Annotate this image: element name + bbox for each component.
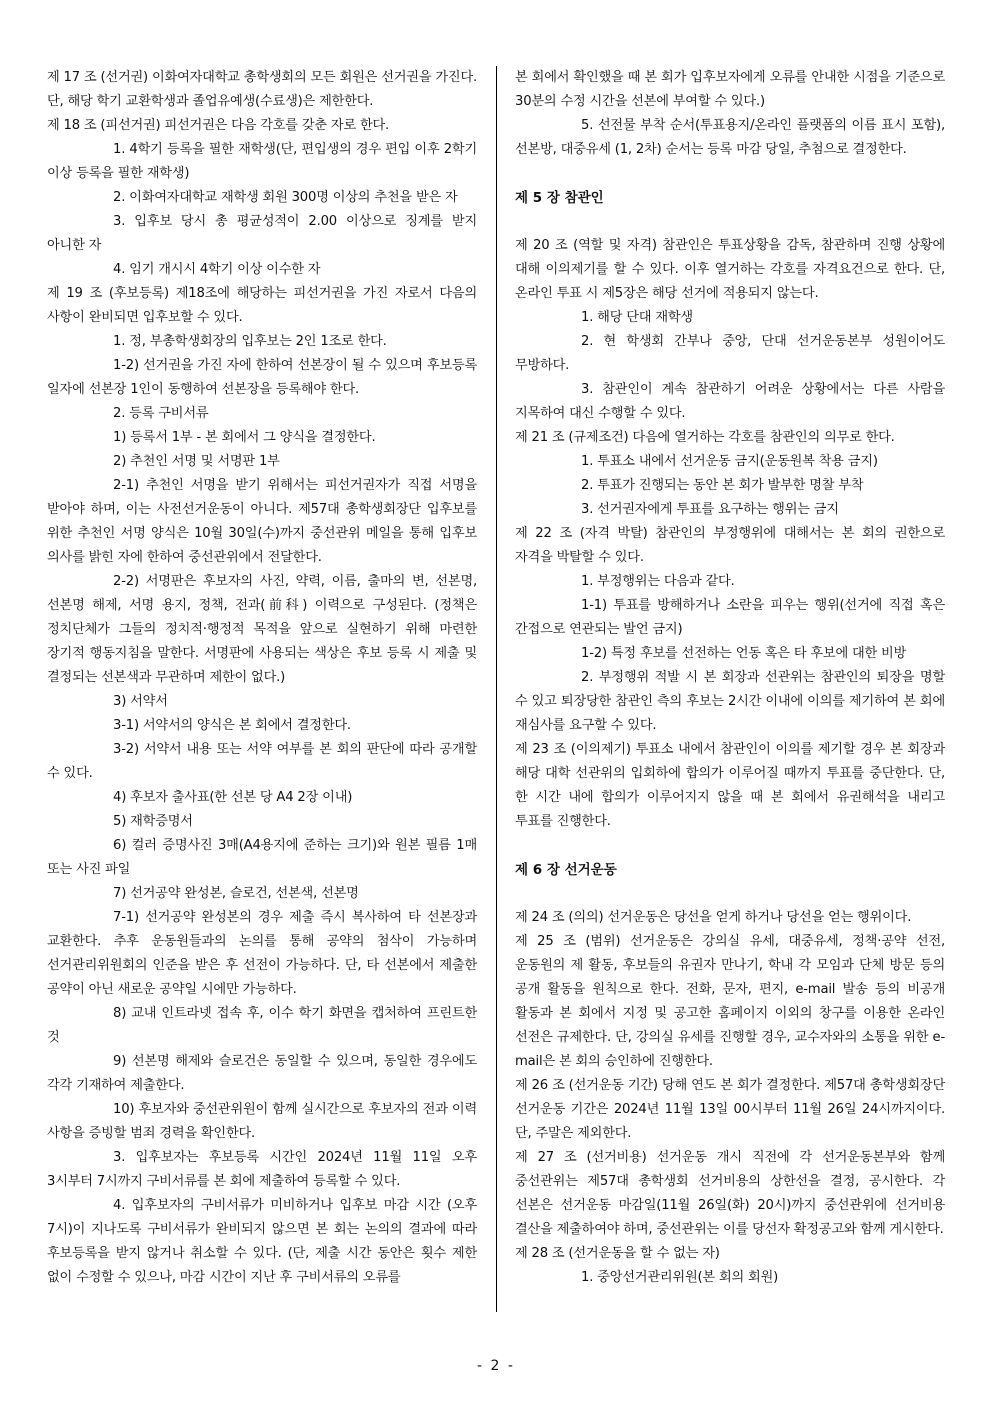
list-item: 1. 정, 부총학생회장의 입후보는 2인 1조로 한다. [113, 334, 387, 349]
list-item: 5) 재학증명서 [113, 814, 193, 829]
left-column [47, 66, 477, 1290]
list-item: 1-1) 투표를 방해하거나 소란을 피우는 행위(선거에 직접 혹은 간접으로 연관되는 발언 금지) [515, 598, 945, 637]
list-item: 2. 투표가 진행되는 동안 본 회가 발부한 명찰 부착 [581, 478, 864, 493]
page-number: - 2 - [477, 1358, 515, 1374]
list-item: 4. 임기 개시시 4학기 이상 이수한 자 [113, 262, 321, 277]
article-19: 제 19 조 (후보등록) 제18조에 해당하는 피선거권을 가진 자로서 다음의 사항이 완비되면 입후보할 수 있다. [47, 286, 477, 325]
article-27: 제 27 조 (선거비용) 선거운동 개시 직전에 각 선거운동본부와 함께 중선관위는 제57대 총학생회 선거비용의 상한선을 결정, 공시한다. 각 선본은 선거운동 마감일(11월 26일(화) 20시)까지 중선관위에 선거비용 결산을 제출하여야 하며, 중선관위는 이를 당선자 확정공고와 함께 게시한다. [515, 1150, 945, 1237]
article-18: 제 18 조 (피선거권) 피선거권은 다음 각호를 갖춘 자로 한다. [47, 118, 390, 133]
list-item: 1-2) 선거권을 가진 자에 한하여 선본장이 될 수 있으며 후보등록 일자에 선본장 1인이 동행하여 선본장을 등록해야 한다. [47, 358, 477, 397]
article-19-continued: 본 회에서 확인했을 때 본 회가 입후보자에게 오류를 안내한 시점을 기준으로 30분의 수정 시간을 선본에 부여할 수 있다.) [515, 70, 945, 109]
article-22: 제 22 조 (자격 박탈) 참관인의 부정행위에 대해서는 본 회의 권한으로 자격을 박탈할 수 있다. [515, 526, 945, 565]
list-item: 2. 이화여자대학교 재학생 회원 300명 이상의 추천을 받은 자 [113, 190, 458, 205]
list-item: 10) 후보자와 중선관위원이 함께 실시간으로 후보자의 전과 이력 사항을 증빙할 범죄 경력을 확인한다. [47, 1102, 477, 1141]
list-item: 3) 서약서 [113, 694, 168, 709]
list-item: 1) 등록서 1부 - 본 회에서 그 양식을 결정한다. [113, 430, 376, 445]
list-item: 3. 참관인이 계속 참관하기 어려운 상황에서는 다른 사람을 지목하여 대신 수행할 수 있다. [515, 382, 945, 421]
right-column [515, 66, 945, 1290]
column-divider [496, 66, 497, 1312]
chapter-5-heading: 제 5 장 참관인 [515, 190, 604, 206]
list-item: 7) 선거공약 완성본, 슬로건, 선본색, 선본명 [113, 886, 359, 901]
list-item: 2-1) 추천인 서명을 받기 위해서는 피선거권자가 직접 서명을 받아야 하며, 이는 사전선거운동이 아니다. 제57대 총학생회장단 입후보를 위한 추천인 서명 양식은 10월 30일(수)까지 중선관위 메일을 통해 입후보 의사를 밝힌 자에 한하여 중선관위에서 전달한다. [47, 478, 477, 565]
article-25: 제 25 조 (범위) 선거운동은 강의실 유세, 대중유세, 정책·공약 선전, 운동원의 제 활동, 후보들의 유권자 만나기, 학내 각 모임과 단체 방문 등의 공개 활동을 원칙으로 한다. 전화, 문자, 편지, e-mail 발송 등의 비공개 활동과 본 회에서 지정 및 공고한 홈페이지 이외의 창구를 이용한 온라인 선전은 규제한다. 단, 강의실 유세를 진행할 경우, 교수자와의 소통을 위한 e-mail은 본 회의 승인하에 진행한다. [515, 934, 945, 1069]
list-item: 3-2) 서약서 내용 또는 서약 여부를 본 회의 판단에 따라 공개할 수 있다. [47, 742, 477, 781]
article-21: 제 21 조 (규제조건) 다음에 열거하는 각호를 참관인의 의무로 한다. [515, 430, 895, 445]
article-24: 제 24 조 (의의) 선거운동은 당선을 얻게 하거나 당선을 얻는 행위이다. [515, 910, 912, 925]
list-item: 3-1) 서약서의 양식은 본 회에서 결정한다. [113, 718, 351, 733]
list-item: 2-2) 서명판은 후보자의 사진, 약력, 이름, 출마의 변, 선본명, 선본명 해제, 서명 용지, 정책, 전과(前科) 이력으로 구성된다. (정책은 정치단체가 그들의 정치적·행정적 목적을 앞으로 실현하기 위해 마련한 장기적 행동지침을 말한다. 서명판에 사용되는 색상은 후보 등록 시 제출 및 결정되는 선본색과 무관하며 제한이 없다.) [47, 574, 477, 685]
list-item: 5. 선전물 부착 순서(투표용지/온라인 플랫폼의 이름 표시 포함), 선본방, 대중유세 (1, 2차) 순서는 등록 마감 당일, 추첨으로 결정한다. [515, 118, 945, 157]
list-item: 2. 현 학생회 간부나 중앙, 단대 선거운동본부 성원이어도 무방하다. [515, 334, 945, 373]
list-item: 3. 입후보자는 후보등록 시간인 2024년 11월 11일 오후 3시부터 7시까지 구비서류를 본 회에 제출하여 등록할 수 있다. [47, 1150, 477, 1189]
list-item: 2. 부정행위 적발 시 본 회장과 선관위는 참관인의 퇴장을 명할 수 있고 퇴장당한 참관인 측의 후보는 2시간 이내에 이의를 제기하여 본 회에 재심사를 요구할 수 있다. [515, 670, 945, 733]
list-item: 1. 중앙선거관리위원(본 회의 회원) [581, 1270, 779, 1285]
chapter-6-heading: 제 6 장 선거운동 [515, 862, 617, 878]
article-23: 제 23 조 (이의제기) 투표소 내에서 참관인이 이의를 제기할 경우 본 회장과 해당 대학 선관위의 입회하에 합의가 이루어질 때까지 투표를 중단한다. 단, 한 시간 내에 합의가 이루어지지 않을 때 본 회에서 유권해석을 내리고 투표를 진행한다. [515, 742, 945, 829]
list-item: 1-2) 특정 후보를 선전하는 언동 혹은 타 후보에 대한 비방 [581, 646, 907, 661]
list-item: 7-1) 선거공약 완성본의 경우 제출 즉시 복사하여 타 선본장과 교환한다. 추후 운동원들과의 논의를 통해 공약의 첨삭이 가능하며 선거관리위원회의 인준을 받은 후 선전이 가능하다. 단, 타 선본에서 제출한 공약이 아닌 새로운 공약일 시에만 가능하다. [47, 910, 477, 997]
list-item: 3. 입후보 당시 총 평균성적이 2.00 이상으로 징계를 받지 아니한 자 [47, 214, 477, 253]
article-17: 제 17 조 (선거권) 이화여자대학교 총학생회의 모든 회원은 선거권을 가진다. 단, 해당 학기 교환학생과 졸업유예생(수료생)은 제한한다. [47, 70, 477, 109]
list-item: 2) 추천인 서명 및 서명판 1부 [113, 454, 280, 469]
list-item: 8) 교내 인트라넷 접속 후, 이수 학기 화면을 캡처하여 프린트한 것 [47, 1006, 477, 1045]
list-item: 4) 후보자 출사표(한 선본 당 A4 2장 이내) [113, 790, 353, 805]
list-item: 1. 투표소 내에서 선거운동 금지(운동원복 착용 금지) [581, 454, 878, 469]
list-item: 6) 컬러 증명사진 3매(A4용지에 준하는 크기)와 원본 필름 1매 또는 사진 파일 [47, 838, 477, 877]
article-20: 제 20 조 (역할 및 자격) 참관인은 투표상황을 감독, 참관하며 진행 상황에 대해 이의제기를 할 수 있다. 이후 열거하는 각호를 자격요건으로 한다. 단, 온라인 투표 시 제5장은 해당 선거에 적용되지 않는다. [515, 238, 945, 301]
list-item: 1. 해당 단대 재학생 [581, 310, 693, 325]
article-26: 제 26 조 (선거운동 기간) 당해 연도 본 회가 결정한다. 제57대 총학생회장단 선거운동 기간은 2024년 11월 13일 00시부터 11월 26일 24시까지이다. 단, 주말은 제외한다. [515, 1078, 945, 1141]
list-item: 2. 등록 구비서류 [113, 406, 209, 421]
list-item: 1. 4학기 등록을 필한 재학생(단, 편입생의 경우 편입 이후 2학기 이상 등록을 필한 재학생) [47, 142, 477, 181]
list-item: 3. 선거권자에게 투표를 요구하는 행위는 금지 [581, 502, 839, 517]
list-item: 4. 입후보자의 구비서류가 미비하거나 입후보 마감 시간 (오후 7시)이 지나도록 구비서류가 완비되지 않으면 본 회는 논의의 결과에 따라 후보등록을 받지 않거나 취소할 수 있다. (단, 제출 시간 동안은 횟수 제한 없이 수정할 수 있으나, 마감 시간이 지난 후 구비서류의 오류를 [47, 1198, 477, 1285]
article-28: 제 28 조 (선거운동을 할 수 없는 자) [515, 1246, 720, 1261]
list-item: 1. 부정행위는 다음과 같다. [581, 574, 735, 589]
list-item: 9) 선본명 해제와 슬로건은 동일할 수 있으며, 동일한 경우에도 각각 기재하여 제출한다. [47, 1054, 477, 1093]
